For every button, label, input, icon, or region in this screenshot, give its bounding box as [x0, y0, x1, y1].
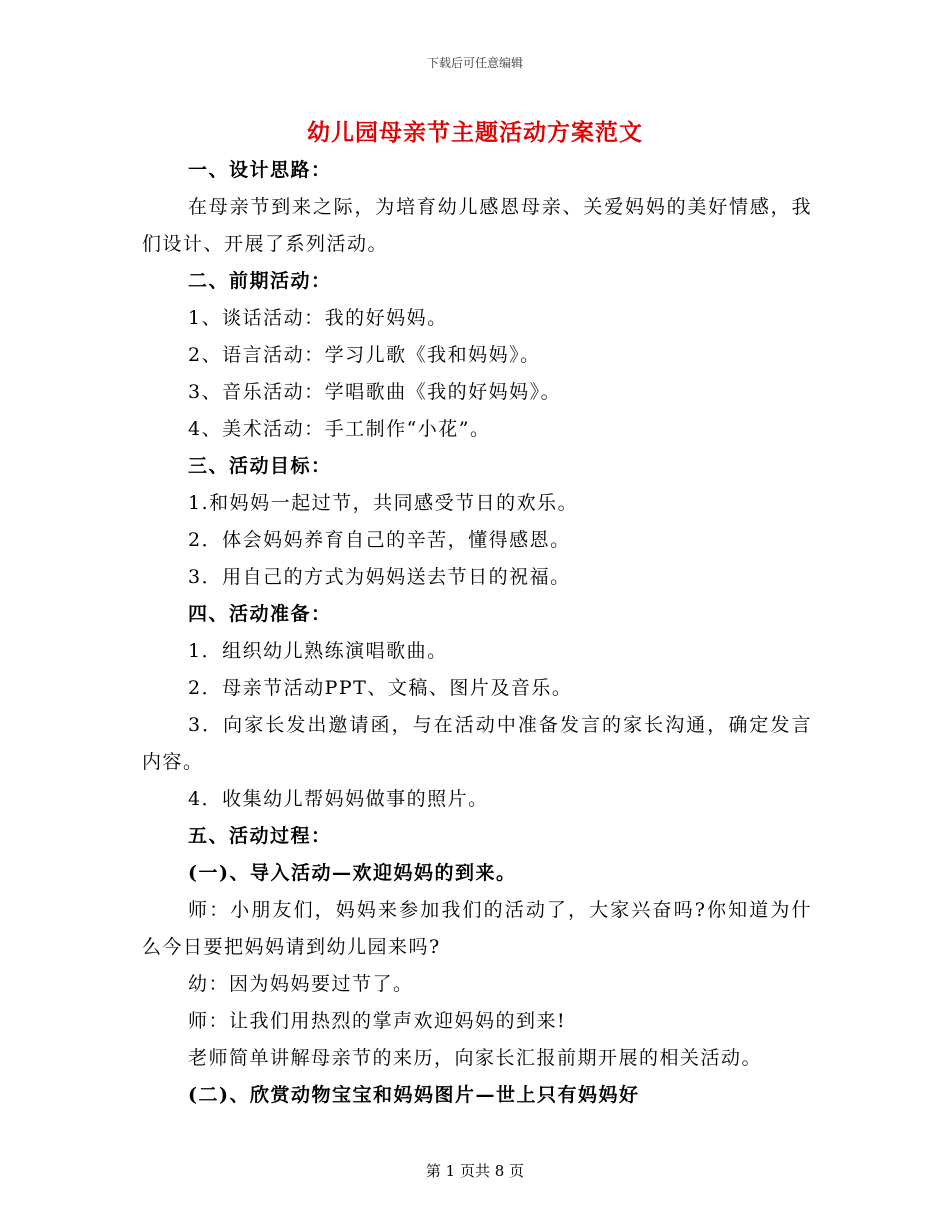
list-item: 3、音乐活动：学唱歌曲《我的好妈妈》。	[188, 381, 562, 403]
list-item: 2．母亲节活动PPT、文稿、图片及音乐。	[188, 677, 573, 699]
section-heading-design: 一、设计思路：	[188, 159, 332, 181]
list-item: 1．组织幼儿熟练演唱歌曲。	[188, 640, 448, 662]
list-item: 2．体会妈妈养育自己的辛苦，懂得感恩。	[188, 529, 571, 551]
subsection-heading-appreciation: (二)、欣赏动物宝宝和妈妈图片—世上只有妈妈好	[188, 1084, 640, 1106]
list-item: 4．收集幼儿帮妈妈做事的照片。	[188, 788, 489, 810]
subsection-heading-intro: (一)、导入活动—欢迎妈妈的到来。	[188, 862, 517, 884]
paragraph: 师：小朋友们，妈妈来参加我们的活动了，大家兴奋吗?你知道为什么今日要把妈妈请到幼儿园来吗?	[142, 899, 812, 958]
section-heading-goals: 三、活动目标：	[188, 455, 332, 477]
paragraph: 师：让我们用热烈的掌声欢迎妈妈的到来!	[188, 1010, 567, 1032]
list-item: 3．用自己的方式为妈妈送去节日的祝福。	[188, 566, 571, 588]
paragraph: 幼：因为妈妈要过节了。	[188, 973, 414, 995]
paragraph: 老师简单讲解母亲节的来历，向家长汇报前期开展的相关活动。	[188, 1047, 763, 1069]
section-heading-preparation: 四、活动准备：	[188, 603, 332, 625]
document-title: 幼儿园母亲节主题活动方案范文	[307, 119, 643, 146]
list-item: 2、语言活动：学习儿歌《我和妈妈》。	[188, 344, 541, 366]
paragraph: 在母亲节到来之际，为培育幼儿感恩母亲、关爱妈妈的美好情感，我们设计、开展了系列活动。	[142, 196, 812, 255]
section-heading-process: 五、活动过程：	[188, 825, 332, 847]
section-heading-pre-activities: 二、前期活动：	[188, 270, 332, 292]
page-footer: 第 1 页共 8 页	[425, 1162, 525, 1180]
list-item: 3．向家长发出邀请函，与在活动中准备发言的家长沟通，确定发言内容。	[142, 714, 812, 773]
list-item: 1、谈话活动：我的好妈妈。	[188, 307, 448, 329]
list-item: 1.和妈妈一起过节，共同感受节日的欢乐。	[188, 492, 579, 514]
list-item: 4、美术活动：手工制作“小花”。	[188, 418, 491, 440]
document-body	[142, 152, 812, 1114]
page-header: 下载后可任意编辑	[426, 56, 523, 70]
